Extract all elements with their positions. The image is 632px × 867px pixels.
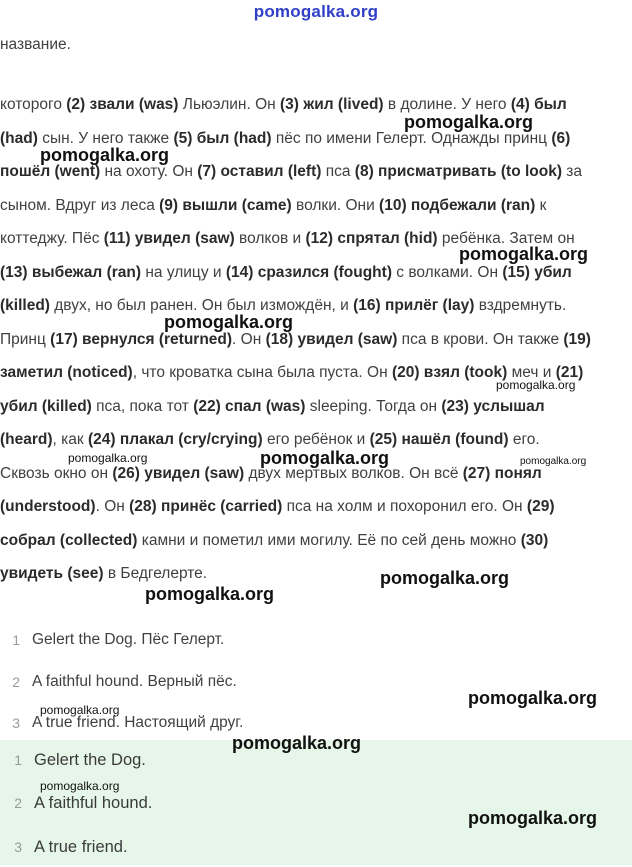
watermark: pomogalka.org [520,456,587,467]
story-line: собрал (collected) камни и пометил ими могилу. Её по сей день можно (30) [0,531,549,549]
story-line: увидеть (see) в Бедгелерте. [0,565,208,582]
story-line: Сквозь окно он (26) увидел (saw) двух мертвых волков. Он всё (27) понял [0,464,542,482]
answer-text: A faithful hound. [34,793,153,812]
story-line: (had) сын. У него также (5) был (had) пёс по имени Гелерт. Однажды принц (6) [0,129,571,147]
story-line: которого (2) звали (was) Льюэлин. Он (3) жил (lived) в долине. У него (4) был [0,96,567,113]
watermark: pomogalka.org [40,703,120,717]
option-text: A faithful hound. Верный пёс. [32,673,237,690]
story-line: убил (killed) пса, пока тот (22) спал (was) sleeping. Тогда он (23) услышал [0,397,545,415]
story-line: сыном. Вдруг из леса (9) вышли (came) волки. Они (10) подбежали (ran) к [0,196,547,214]
answer-text: Gelert the Dog. [34,750,146,769]
answer-text: A true friend. [34,837,128,856]
story-line: пошёл (went) на охоту. Он (7) оставил (left) пса (8) присматривать (to look) за [0,163,583,180]
answer-box [0,740,632,865]
watermark: pomogalka.org [404,112,534,132]
watermark: pomogalka.org [468,688,598,708]
option-text: A true friend. Настоящий друг. [32,714,244,731]
story-line: (13) выбежал (ran) на улицу и (14) сразился (fought) с волками. Он (15) убил [0,263,572,281]
story-line: коттеджу. Пёс (11) увидел (saw) волков и (12) спрятал (hid) ребёнка. Затем он [0,230,575,247]
answer-number: 3 [14,839,22,855]
watermark: pomogalka.org [380,568,510,588]
option-number: 3 [12,715,20,731]
watermark: pomogalka.org [145,584,275,604]
answer-row-3 [0,827,632,867]
story-line: Принц (17) вернулся (returned). Он (18) увидел (saw) пса в крови. Он также (19) [0,330,591,348]
story-line: заметил (noticed), что кроватка сына была пуста. Он (20) взял (took) меч и (21) [0,364,584,381]
watermark: pomogalka.org [68,451,148,465]
answer-number: 2 [14,795,22,811]
story-line: (heard), как (24) плакал (cry/crying) его ребёнок и (25) нашёл (found) его. [0,431,540,448]
watermark: pomogalka.org [260,448,390,468]
option-text: Gelert the Dog. Пёс Гелерт. [32,631,225,648]
story-line: (understood). Он (28) принёс (carried) пса на холм и похоронил его. Он (29) [0,498,555,515]
title-fragment: название. [0,36,71,53]
option-number: 1 [12,632,20,648]
option-number: 2 [12,674,20,690]
watermark: pomogalka.org [459,244,589,264]
watermark: pomogalka.org [496,378,576,392]
watermark: pomogalka.org [164,312,294,332]
watermark: pomogalka.org [232,733,362,753]
option-row-1 [0,620,632,660]
story-line: (killed) двух, но был ранен. Он был измождён, и (16) прилёг (lay) вздремнуть. [0,297,567,314]
answer-number: 1 [14,752,22,768]
watermark: pomogalka.org [40,779,120,793]
watermark: pomogalka.org [40,145,170,165]
watermark: pomogalka.org [468,808,598,828]
top-watermark: pomogalka.org [253,2,379,21]
